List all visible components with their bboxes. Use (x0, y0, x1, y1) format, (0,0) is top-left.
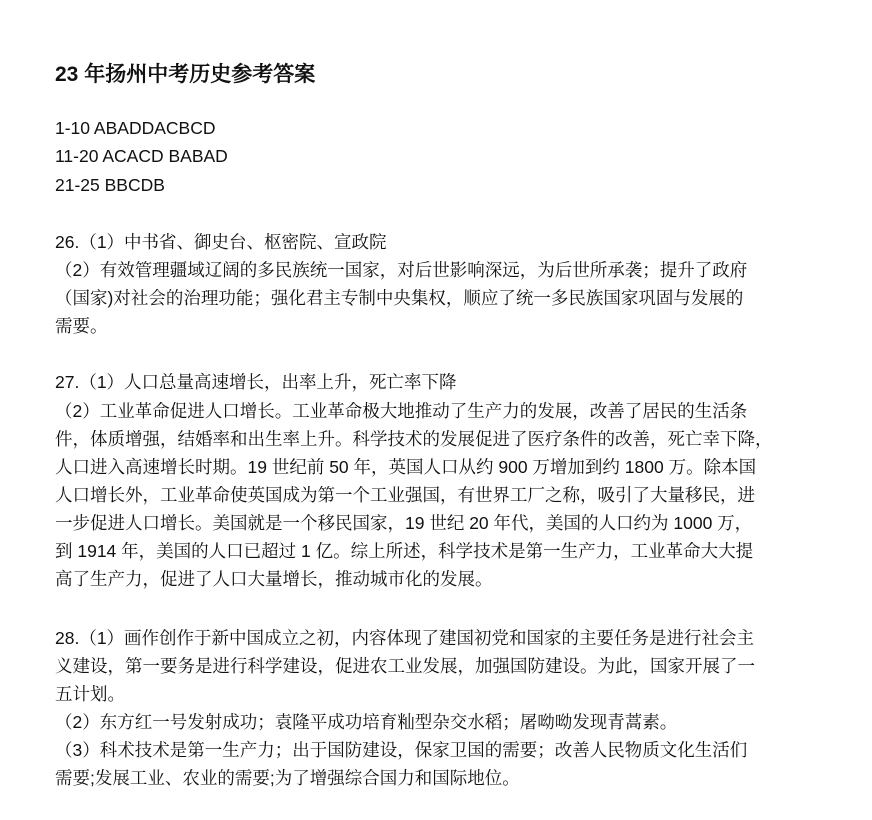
answer-line: 人口进入高速增长时期。19 世纪前 50 年，英国人口从约 900 万增加到约 1800 万。除本国 (55, 457, 757, 477)
answer-line: 一步促进人口增长。美国就是一个移民国家，19 世纪 20 年代，美国的人口约为 1000 万， (55, 513, 753, 533)
answer-line: 1-10 ABADDACBCD (55, 118, 216, 138)
answer-line: 27.（1）人口总量高速增长，出率上升，死亡率下降 (55, 372, 457, 392)
answer-line: 五计划。 (55, 684, 125, 704)
answer-line: （2）东方红一号发射成功；袁隆平成功培育籼型杂交水稻；屠呦呦发现青蒿素。 (55, 712, 678, 732)
answer-line: （2）工业革命促进人口增长。工业革命极大地推动了生产力的发展，改善了居民的生活条 (55, 401, 748, 421)
answer-line: 需要。 (55, 316, 108, 336)
answer-line: 28.（1）画作创作于新中国成立之初，内容体现了建国初党和国家的主要任务是进行社会主 (55, 628, 755, 648)
answer-line: （国家)对社会的治理功能；强化君主专制中央集权，顺应了统一多民族国家巩固与发展的 (55, 288, 744, 308)
answer-line: 人口增长外，工业革命使英国成为第一个工业强国，有世界工厂之称，吸引了大量移民，进 (55, 485, 755, 505)
answer-line: （2）有效管理疆域辽阔的多民族统一国家，对后世影响深远，为后世所承袭；提升了政府 (55, 260, 748, 280)
answer-line: 高了生产力，促进了人口大量增长，推动城市化的发展。 (55, 569, 493, 589)
answer-line: 26.（1）中书省、御史台、枢密院、宣政院 (55, 232, 387, 252)
answer-line: 21-25 BBCDB (55, 175, 165, 195)
answer-line: 11-20 ACACD BABAD (55, 146, 228, 166)
answer-line: （3）科术技术是第一生产力；出于国防建设，保家卫国的需要；改善人民物质文化生活们 (55, 740, 748, 760)
answer-line: 需要;发展工业、农业的需要;为了增强综合国力和国际地位。 (55, 768, 520, 788)
answer-line: 义建设，第一要务是进行科学建设，促进农工业发展，加强国防建设。为此，国家开展了一 (55, 656, 755, 676)
answer-line: 到 1914 年，美国的人口已超过 1 亿。综上所述，科学技术是第一生产力，工业革命大大提 (55, 541, 754, 561)
answer-line: 件，体质增强，结婚率和出生率上升。科学技术的发展促进了医疗条件的改善，死亡幸下降， (55, 429, 773, 449)
document-title: 23 年扬州中考历史参考答案 (55, 63, 316, 86)
